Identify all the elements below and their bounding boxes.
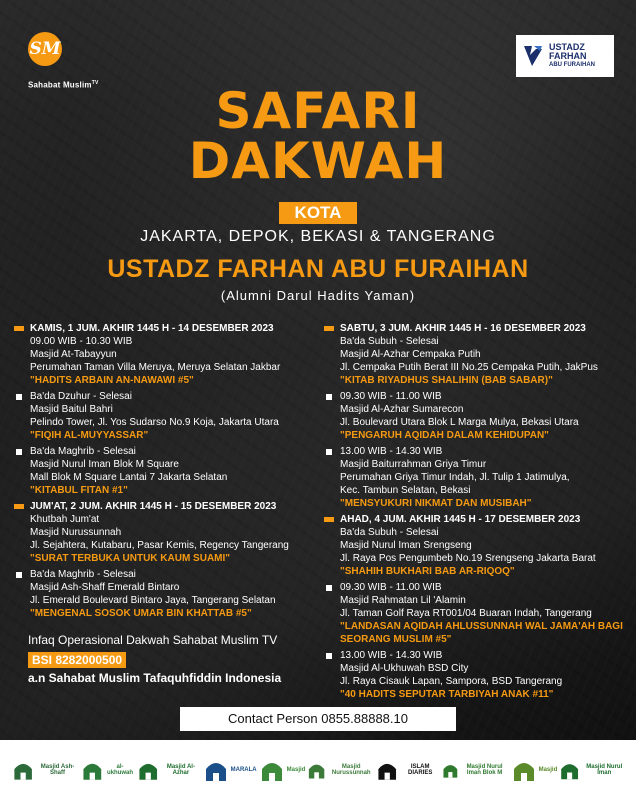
session-detail: Perumahan Taman Villa Meruya, Meruya Selatan Jakbar: [30, 362, 281, 373]
farhan-logo-icon: [522, 43, 544, 69]
contact-person: Contact Person 0855.88888.10: [180, 707, 456, 731]
session-marker-icon: [16, 394, 22, 400]
session-detail: Ba'da Maghrib - Selesai: [30, 446, 136, 457]
partner-name: Masjid Nurul Iman Blok M: [466, 764, 503, 776]
brand-logo: [28, 32, 138, 90]
schedule-entry: [14, 500, 314, 565]
day-heading: JUM'AT, 2 JUM. AKHIR 1445 H - 15 DESEMBER 2023: [30, 501, 277, 512]
session-topic: "SURAT TERBUKA UNTUK KAUM SUAMI": [30, 553, 231, 564]
partner-logo: [305, 750, 374, 790]
mosque-icon: [10, 755, 36, 785]
schedule-right-column: [324, 322, 629, 704]
brand-mark-icon: SM: [28, 32, 62, 66]
day-heading: KAMIS, 1 JUM. AKHIR 1445 H - 14 DESEMBER 2023: [30, 323, 274, 334]
session-topic: "FIQIH AL-MUYYASSAR": [30, 430, 149, 441]
partner-name: MARALA: [230, 767, 257, 773]
partner-logo: [201, 750, 257, 790]
session-topic: "SHAHIH BUKHARI BAB AR-RIQOQ": [340, 566, 515, 577]
partner-logos: [0, 740, 636, 800]
session-topic: "MENSYUKURI NIKMAT DAN MUSIBAH": [340, 498, 532, 509]
schedule-entry: [324, 445, 629, 510]
day-heading: SABTU, 3 JUM. AKHIR 1445 H - 16 DESEMBER 2023: [340, 323, 586, 334]
session-topic: "40 HADITS SEPUTAR TARBIYAH ANAK #11": [340, 689, 554, 700]
session-topic: "HADITS ARBAIN AN-NAWAWI #5": [30, 375, 194, 386]
session-detail: Jl. Raya Pos Pengumbeb No.19 Srengseng Jakarta Barat: [340, 553, 596, 564]
schedule-left-column: [14, 322, 314, 623]
infaq-label: Infaq Operasional Dakwah Sahabat Muslim TV: [28, 633, 278, 647]
session-detail: Kec. Tambun Selatan, Bekasi: [340, 485, 471, 496]
mosque-icon: [305, 755, 328, 785]
session-detail: Masjid Ash-Shaff Emerald Bintaro: [30, 582, 180, 593]
session-detail: Masjid Al-Azhar Sumarecon: [340, 404, 464, 415]
mosque-icon: [257, 755, 287, 785]
session-detail: Ba'da Subuh - Selesai: [340, 336, 439, 347]
kota-badge: KOTA: [279, 202, 357, 224]
session-detail: Masjid Nurul Iman Srengseng: [340, 540, 472, 551]
schedule-entry: [14, 568, 314, 620]
session-detail: Jl. Cempaka Putih Berat III No.25 Cempaka Putih, JakPus: [340, 362, 598, 373]
session-detail: Masjid Al-Ukhuwah BSD City: [340, 663, 469, 674]
partner-name: ISLAM DIARIES: [407, 764, 433, 776]
partner-name: Masjid: [286, 767, 306, 773]
partner-logo: [257, 750, 306, 790]
schedule-entry: [324, 513, 629, 578]
speaker-alumni: (Alumni Darul Hadits Yaman): [220, 288, 416, 303]
session-detail: Jl. Boulevard Utara Blok L Marga Mulya, Bekasi Utara: [340, 417, 579, 428]
ustadz-farhan-logo: [516, 35, 614, 77]
partner-logo: [440, 750, 509, 790]
session-detail: 13.00 WIB - 14.30 WIB: [340, 446, 443, 457]
partner-logo: [509, 750, 558, 790]
day-marker-icon: [324, 326, 334, 331]
farhan-logo-text: USTADZ FARHAN ABU FURAIHAN: [549, 41, 595, 68]
session-detail: Pelindo Tower, Jl. Yos Sudarso No.9 Koja, Jakarta Utara: [30, 417, 279, 428]
cities-line: JAKARTA, DEPOK, BEKASI & TANGERANG: [140, 228, 496, 245]
session-marker-icon: [326, 653, 332, 659]
title-line-1: SAFARI: [215, 82, 421, 140]
session-detail: Masjid Nurussunnah: [30, 527, 122, 538]
schedule-entry: [324, 649, 629, 701]
partner-name: Masjid: [538, 767, 558, 773]
session-detail: 13.00 WIB - 14.30 WIB: [340, 650, 443, 661]
partner-logo: [79, 750, 135, 790]
session-detail: Ba'da Maghrib - Selesai: [30, 569, 136, 580]
mosque-icon: [374, 755, 400, 785]
schedule-entry: [324, 390, 629, 442]
session-detail: Masjid Nurul Iman Blok M Square: [30, 459, 179, 470]
schedule-entry: [14, 445, 314, 497]
day-marker-icon: [14, 504, 24, 509]
mosque-icon: [509, 755, 539, 785]
session-detail: Masjid Rahmatan Lil 'Alamin: [340, 595, 466, 606]
brand-name: Sahabat Muslim$^{TV}$: [28, 80, 99, 90]
session-detail: Jl. Sejahtera, Kutabaru, Pasar Kemis, Regency Tangerang: [30, 540, 289, 551]
partner-logo: [557, 750, 626, 790]
session-topic: "MENGENAL SOSOK UMAR BIN KHATTAB #5": [30, 608, 252, 619]
day-heading: AHAD, 4 JUM. AKHIR 1445 H - 17 DESEMBER 2023: [340, 514, 581, 525]
session-detail: 09.30 WIB - 11.00 WIB: [340, 391, 442, 402]
session-detail: Khutbah Jum'at: [30, 514, 100, 525]
session-marker-icon: [326, 394, 332, 400]
day-marker-icon: [14, 326, 24, 331]
session-detail: 09.30 WIB - 11.00 WIB: [340, 582, 442, 593]
session-detail: Masjid Al-Azhar Cempaka Putih: [340, 349, 481, 360]
schedule-entry: [14, 390, 314, 442]
partner-logo: [135, 750, 201, 790]
partner-logo: [374, 750, 440, 790]
title-line-2: DAKWAH: [188, 132, 448, 190]
session-marker-icon: [16, 572, 22, 578]
session-marker-icon: [326, 585, 332, 591]
mosque-icon: [201, 755, 231, 785]
session-detail: Perumahan Griya Timur Indah, Jl. Tulip 1 Jatimulya,: [340, 472, 570, 483]
mosque-icon: [79, 755, 106, 785]
session-topic: "KITAB RIYADHUS SHALIHIN (BAB SABAR)": [340, 375, 553, 386]
partner-name: Masjid Ash-Shaff: [40, 764, 75, 776]
partner-name: al-ukhuwah: [107, 764, 134, 776]
partner-logo: [10, 750, 79, 790]
session-detail: Masjid Baitul Bahri: [30, 404, 113, 415]
session-detail: Masjid Baiturrahman Griya Timur: [340, 459, 487, 470]
session-detail: Ba'da Subuh - Selesai: [340, 527, 439, 538]
session-marker-icon: [16, 449, 22, 455]
mosque-icon: [557, 755, 582, 785]
session-detail: Jl. Taman Golf Raya RT001/04 Buaran Indah, Tangerang: [340, 608, 592, 619]
partner-name: Masjid Nurussunnah: [331, 764, 371, 776]
day-marker-icon: [324, 517, 334, 522]
bsi-account-badge: BSI 8282000500: [28, 652, 126, 668]
schedule-entry: [324, 322, 629, 387]
session-marker-icon: [326, 449, 332, 455]
session-detail: Mall Blok M Square Lantai 7 Jakarta Selatan: [30, 472, 228, 483]
session-topic: "LANDASAN AQIDAH AHLUSSUNNAH WAL JAMA'AH BAGI SEORANG MUSLIM #5": [340, 621, 623, 645]
mosque-icon: [135, 755, 161, 785]
partner-name: Masjid Nurul Iman: [586, 764, 623, 776]
session-topic: "KITABUL FITAN #1": [30, 485, 128, 496]
session-detail: Ba'da Dzuhur - Selesai: [30, 391, 132, 402]
schedule-entry: [14, 322, 314, 387]
account-name: a.n Sahabat Muslim Tafaquhfiddin Indonesia: [28, 671, 282, 685]
session-detail: Jl. Raya Cisauk Lapan, Sampora, BSD Tangerang: [340, 676, 563, 687]
session-topic: "PENGARUH AQIDAH DALAM KEHIDUPAN": [340, 430, 549, 441]
schedule-entry: [324, 581, 629, 646]
session-detail: Masjid At-Tabayyun: [30, 349, 117, 360]
partner-name: Masjid Al-Azhar: [166, 764, 195, 776]
speaker-name: USTADZ FARHAN ABU FURAIHAN: [107, 255, 529, 283]
session-detail: 09.00 WIB - 10.30 WIB: [30, 336, 133, 347]
session-detail: Jl. Emerald Boulevard Bintaro Jaya, Tangerang Selatan: [30, 595, 276, 606]
mosque-icon: [440, 755, 461, 785]
